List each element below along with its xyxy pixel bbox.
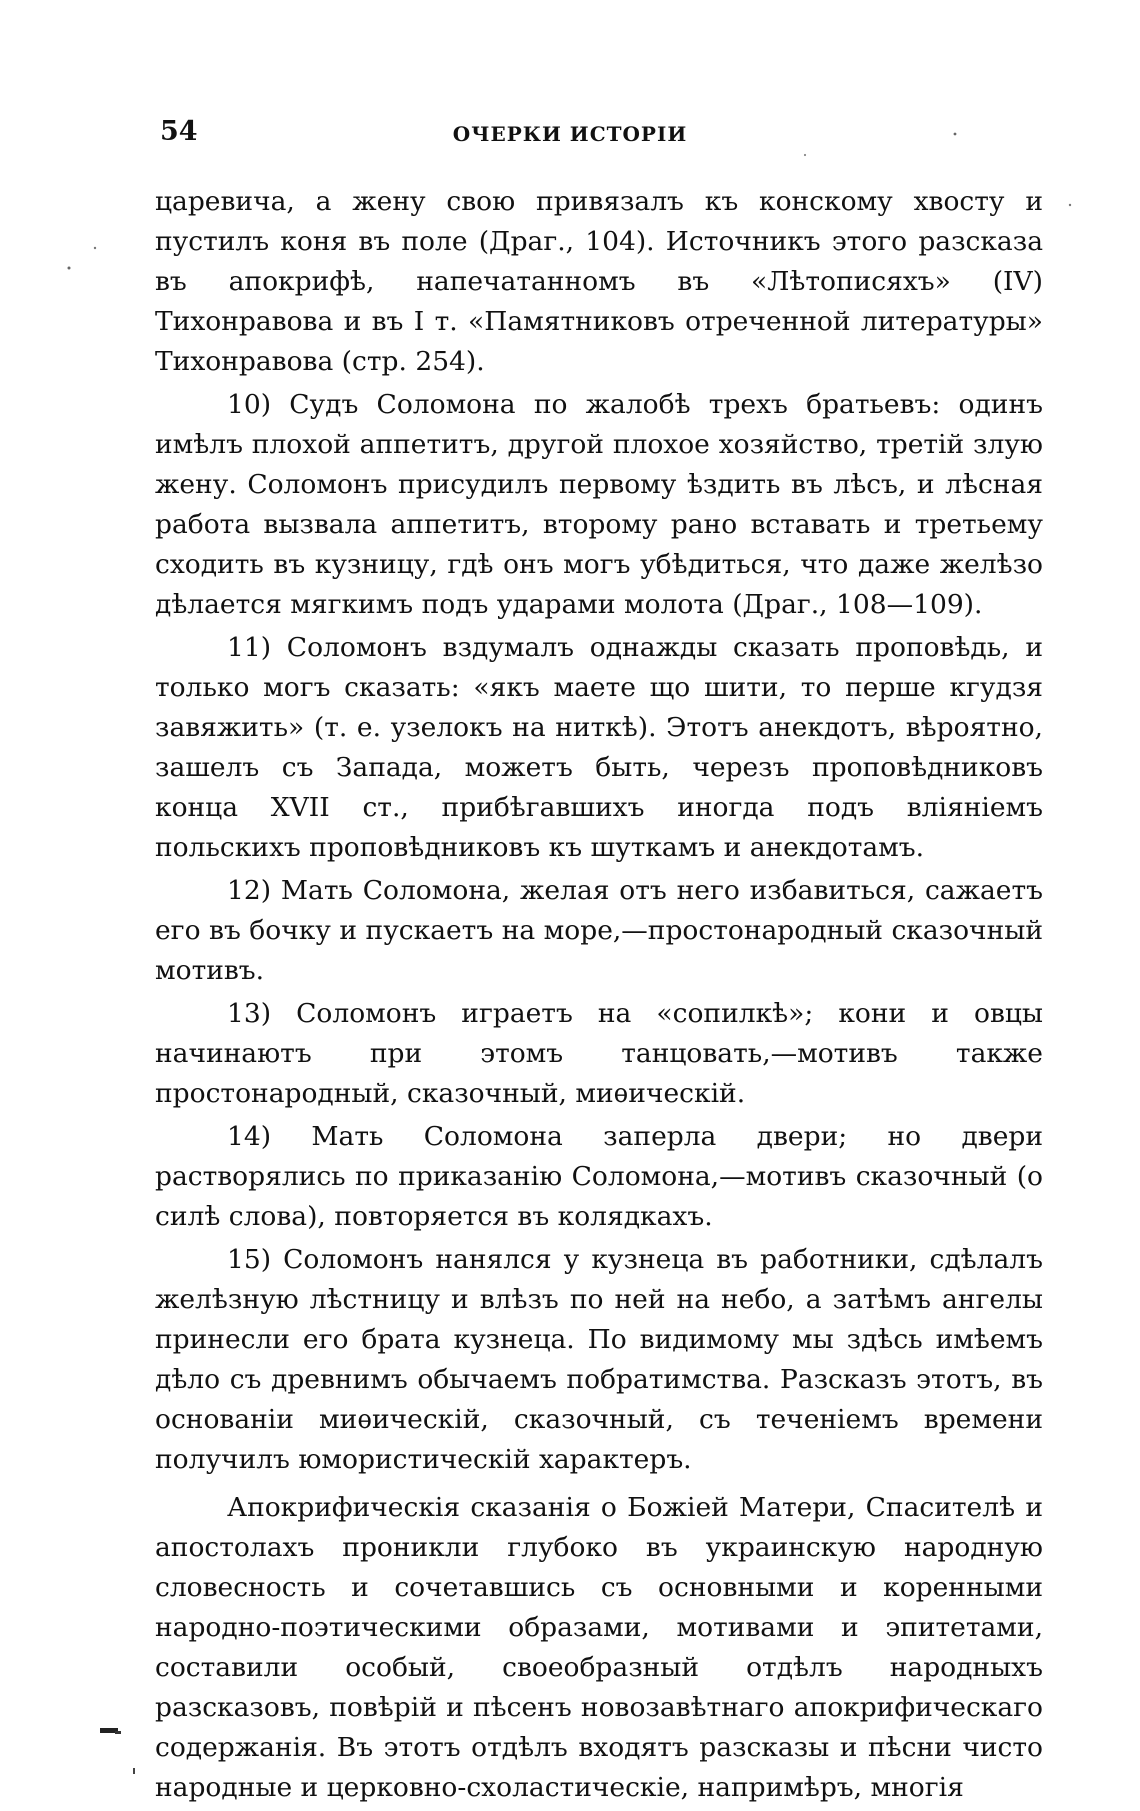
scan-speck <box>133 1768 135 1774</box>
page-number: 54 <box>160 116 198 147</box>
paragraph-apocrypha: Апокрифическія сказанія о Божіей Матери, Спасителѣ и апостолахъ проникли глубоко въ украинскую народную словесность и сочетавшись съ основными и коренными народно-поэтическими образами, мотивами и эпитетами, составили особый, своеобразный отдѣлъ народныхъ разсказовъ, повѣрій и пѣсенъ новозавѣтнаго апокрифическаго содержанія. Въ этотъ отдѣлъ входятъ разсказы и пѣсни чисто народные и церковно-схоластическіе, напримѣръ, многія <box>155 1492 1043 1803</box>
paragraph-item-12: 12) Мать Соломона, желая отъ него избавиться, сажаетъ его въ бочку и пускаетъ на море,—простонародный сказочный мотивъ. <box>155 875 1043 986</box>
paragraph-continuation: царевича, а жену свою привязалъ къ конскому хвосту и пустилъ коня въ поле (Драг., 104). Источникъ этого разсказа въ апокрифѣ, напечатанномъ въ «Лѣтописяхъ» (IV) Тихонравова и въ I т. «Памятниковъ отреченной литературы» Тихонравова (стр. 254). <box>155 186 1043 377</box>
paragraph-item-13: 13) Соломонъ играетъ на «сопилкѣ»; кони и овцы начинаютъ при этомъ танцовать,—мотивъ также простонародный, сказочный, миѳическій. <box>155 998 1043 1109</box>
scan-speck <box>115 1731 121 1734</box>
paragraph-item-14: 14) Мать Соломона заперла двери; но двери растворялись по приказанію Соломона,—мотивъ сказочный (о силѣ слова), повторяется въ колядкахъ. <box>155 1121 1043 1232</box>
paragraph-item-11: 11) Соломонъ вздумалъ однажды сказать проповѣдь, и только могъ сказать: «якъ маете що шити, то перше кгудзя завяжить» (т. е. узелокъ на ниткѣ). Этотъ анекдотъ, вѣроятно, зашелъ съ Запада, можетъ быть, черезъ проповѣдниковъ конца XVII ст., прибѣгавшихъ иногда подъ вліяніемъ польскихъ проповѣдниковъ къ шуткамъ и анекдотамъ. <box>155 632 1043 863</box>
paragraph-item-15: 15) Соломонъ нанялся у кузнеца въ работники, сдѣлалъ желѣзную лѣстницу и влѣзъ по ней на небо, а затѣмъ ангелы принесли его брата кузнеца. По видимому мы здѣсь имѣемъ дѣло съ древнимъ обычаемъ побратимства. Разсказъ этотъ, въ основаніи миѳическій, сказочный, съ теченіемъ времени получилъ юмористическій характеръ. <box>155 1244 1043 1475</box>
paragraph-item-10: 10) Судъ Соломона по жалобѣ трехъ братьевъ: одинъ имѣлъ плохой аппетитъ, другой плохое хозяйство, третій злую жену. Соломонъ присудилъ первому ѣздить въ лѣсъ, и лѣсная работа вызвала аппетитъ, второму рано вставать и третьему сходить въ кузницу, гдѣ онъ могъ убѣдиться, что даже желѣзо дѣлается мягкимъ подъ ударами молота (Драг., 108—109). <box>155 389 1043 620</box>
scan-speck <box>94 247 96 249</box>
running-head: ОЧЕРКИ ИСТОРІИ <box>452 122 688 146</box>
scan-speck <box>68 267 71 270</box>
scan-speck <box>954 133 957 136</box>
scan-speck <box>804 154 806 156</box>
scan-speck <box>1069 204 1071 206</box>
